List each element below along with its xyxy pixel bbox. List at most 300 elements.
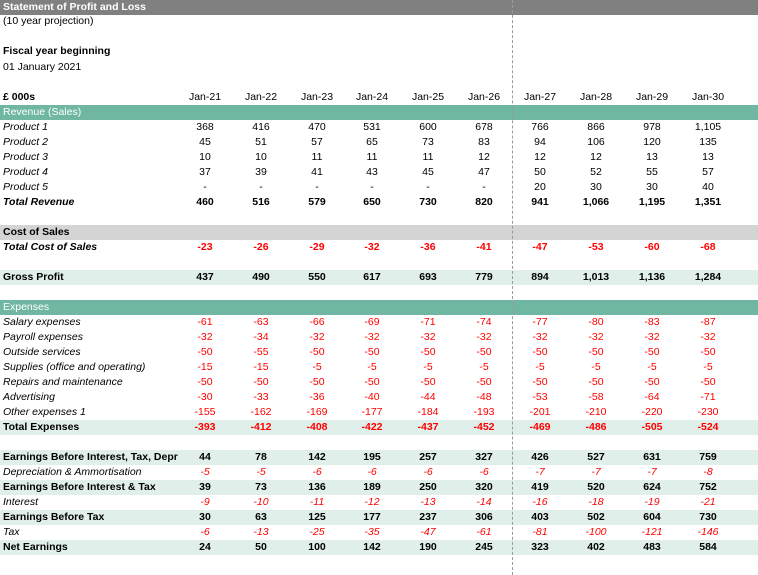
cell-value: -50 [309,376,325,388]
cell-value: -50 [700,346,716,358]
cell-value: 678 [475,121,493,133]
cell-value: -5 [703,361,713,373]
header-row [0,90,758,105]
row-label: Product 3 [3,151,48,163]
table-row [0,150,758,165]
cell-value: -32 [644,331,660,343]
cell-value: -7 [647,466,657,478]
cell-value: -32 [476,331,492,343]
row-label: Total Cost of Sales [3,241,98,253]
cell-value: 483 [643,541,661,553]
table-row [0,465,758,480]
cell-value: 1,284 [694,271,722,283]
cell-value: -83 [644,316,660,328]
projection-subtitle: (10 year projection) [3,15,94,27]
cell-value: 20 [534,181,546,193]
row-label: Expenses [3,301,50,313]
cell-value: -7 [591,466,601,478]
cell-value: -32 [364,331,380,343]
cell-value: -177 [361,406,383,418]
cell-value: 120 [643,136,661,148]
table-row [0,180,758,195]
cell-value: 327 [475,451,493,463]
cell-value: - [203,181,207,193]
cell-value: -505 [641,421,663,433]
cell-value: -55 [253,346,269,358]
unit-label: £ 000s [3,91,36,103]
cell-value: 52 [590,166,602,178]
row-label: Repairs and maintenance [3,376,123,388]
cell-value: -50 [588,346,604,358]
cell-value: 30 [199,511,211,523]
cell-value: 531 [363,121,381,133]
cell-value: 941 [531,196,549,208]
cell-value: 24 [199,541,211,553]
cell-value: 894 [531,271,549,283]
cell-value: 50 [255,541,267,553]
cell-value: 550 [308,271,326,283]
cell-value: 41 [311,166,323,178]
cell-value: - [370,181,374,193]
year-header: Jan-27 [523,91,557,103]
cell-value: 460 [196,196,214,208]
cell-value: 1,013 [582,271,610,283]
cell-value: -6 [423,466,433,478]
cell-value: -25 [309,526,325,538]
cell-value: -393 [194,421,216,433]
cell-value: 177 [363,511,381,523]
table-row [0,105,758,120]
cell-value: 820 [475,196,493,208]
cell-value: - [426,181,430,193]
cell-value: -6 [200,526,210,538]
row-label: Other expenses 1 [3,406,86,418]
cell-value: 73 [422,136,434,148]
cell-value: 83 [478,136,490,148]
row-label: Total Revenue [3,196,75,208]
cell-value: -47 [420,526,436,538]
cell-value: -50 [197,346,213,358]
cell-value: -50 [476,376,492,388]
cell-value: -6 [367,466,377,478]
row-label: Total Expenses [3,421,80,433]
cell-value: 65 [366,136,378,148]
cell-value: -7 [535,466,545,478]
cell-value: -40 [364,391,380,403]
row-label: Gross Profit [3,271,64,283]
fiscal-year-date: 01 January 2021 [3,61,82,73]
cell-value: -15 [253,361,269,373]
table-row [0,375,758,390]
cell-value: 779 [475,271,493,283]
cell-value: 30 [646,181,658,193]
cell-value: -13 [253,526,269,538]
cell-value: 368 [196,121,214,133]
cell-value: 617 [363,271,381,283]
cell-value: -201 [529,406,551,418]
row-label: Revenue (Sales) [3,106,82,118]
cell-value: -50 [532,376,548,388]
year-header: Jan-26 [467,91,501,103]
cell-value: -6 [479,466,489,478]
cell-value: 250 [419,481,437,493]
row-label: Product 4 [3,166,48,178]
year-header: Jan-28 [579,91,613,103]
cell-value: 39 [255,166,267,178]
cell-value: -6 [312,466,322,478]
row-label: Product 2 [3,136,48,148]
cell-value: 624 [643,481,661,493]
cell-value: -53 [588,241,604,253]
table-row [0,510,758,525]
cell-value: -81 [532,526,548,538]
cell-value: 520 [587,481,605,493]
cell-value: 45 [199,136,211,148]
cell-value: -50 [644,376,660,388]
table-row [0,345,758,360]
table-row [0,315,758,330]
cell-value: 73 [255,481,267,493]
cell-value: 37 [199,166,211,178]
cell-value: 12 [590,151,602,163]
cell-value: -69 [364,316,380,328]
table-row [0,525,758,540]
year-header: Jan-29 [635,91,669,103]
table-row [0,120,758,135]
table-row [0,330,758,345]
cell-value: -50 [364,376,380,388]
cell-value: -33 [253,391,269,403]
cell-value: -32 [309,331,325,343]
cell-value: -50 [197,376,213,388]
cell-value: 527 [587,451,605,463]
fiscal-year-label: Fiscal year beginning [3,45,111,57]
year-header: Jan-21 [188,91,222,103]
cell-value: 759 [699,451,717,463]
cell-value: -408 [306,421,328,433]
cell-value: -87 [700,316,716,328]
row-label: Advertising [3,391,55,403]
cell-value: -14 [476,496,492,508]
cell-value: 426 [531,451,549,463]
table-row [0,135,758,150]
cell-value: 403 [531,511,549,523]
cell-value: -422 [361,421,383,433]
cell-value: 1,195 [638,196,666,208]
cell-value: -44 [420,391,436,403]
cell-value: -26 [253,241,269,253]
cell-value: -60 [644,241,660,253]
row-label: Tax [3,526,20,538]
cell-value: -11 [309,496,325,508]
cell-value: 100 [308,541,326,553]
cell-value: 516 [252,196,270,208]
row-label: Depreciation & Ammortisation [3,466,142,478]
cell-value: -210 [585,406,607,418]
cell-value: 419 [531,481,549,493]
cell-value: 47 [478,166,490,178]
cell-value: -452 [473,421,495,433]
cell-value: -36 [420,241,436,253]
year-header: Jan-23 [300,91,334,103]
cell-value: -35 [364,526,380,538]
cell-value: 57 [702,166,714,178]
cell-value: -50 [420,376,436,388]
cell-value: -220 [641,406,663,418]
cell-value: -32 [700,331,716,343]
cell-value: 195 [363,451,381,463]
cell-value: -74 [476,316,492,328]
cell-value: -64 [644,391,660,403]
row-label: Product 5 [3,181,48,193]
cell-value: 10 [199,151,211,163]
year-header: Jan-25 [411,91,445,103]
cell-value: 752 [699,481,717,493]
statement-title-bar [0,0,758,15]
cell-value: 257 [419,451,437,463]
row-label: Interest [3,496,39,508]
cell-value: 437 [196,271,214,283]
cell-value: -5 [423,361,433,373]
row-label: Cost of Sales [3,226,70,238]
cell-value: 142 [308,451,326,463]
cell-value: -30 [197,391,213,403]
cell-value: 730 [419,196,437,208]
cell-value: 43 [366,166,378,178]
cell-value: -21 [700,496,716,508]
cell-value: 12 [478,151,490,163]
cell-value: 39 [199,481,211,493]
cell-value: 490 [252,271,270,283]
cell-value: -9 [200,496,210,508]
cell-value: 631 [643,451,661,463]
cell-value: 11 [422,151,434,163]
cell-value: -12 [364,496,380,508]
cell-value: -437 [417,421,439,433]
cell-value: 142 [363,541,381,553]
cell-value: 78 [255,451,267,463]
cell-value: 584 [699,541,717,553]
cell-value: - [482,181,486,193]
cell-value: -50 [253,376,269,388]
cell-value: - [315,181,319,193]
cell-value: 44 [199,451,211,463]
cell-value: -23 [197,241,213,253]
cell-value: -469 [529,421,551,433]
cell-value: 13 [702,151,714,163]
cell-value: -53 [532,391,548,403]
cell-value: -13 [420,496,436,508]
cell-value: -80 [588,316,604,328]
cell-value: -50 [532,346,548,358]
table-row [0,405,758,420]
cell-value: 125 [308,511,326,523]
cell-value: 323 [531,541,549,553]
table-row [0,225,758,240]
cell-value: -412 [250,421,272,433]
cell-value: -8 [703,466,713,478]
cell-value: 1,351 [694,196,722,208]
cell-value: -50 [309,346,325,358]
cell-value: -50 [644,346,660,358]
cell-value: 306 [475,511,493,523]
cell-value: -15 [197,361,213,373]
cell-value: -100 [585,526,607,538]
cell-value: 766 [531,121,549,133]
table-row [0,165,758,180]
cell-value: - [259,181,263,193]
cell-value: 502 [587,511,605,523]
cell-value: -61 [476,526,492,538]
table-row [0,300,758,315]
cell-value: 237 [419,511,437,523]
cell-value: 45 [422,166,434,178]
cell-value: 1,136 [638,271,666,283]
cell-value: 57 [311,136,323,148]
cell-value: -41 [476,241,492,253]
row-label: Salary expenses [3,316,81,328]
cell-value: -50 [700,376,716,388]
cell-value: -61 [197,316,213,328]
cell-value: 135 [699,136,717,148]
cell-value: -32 [364,241,380,253]
cell-value: 106 [587,136,605,148]
cell-value: -16 [532,496,548,508]
table-row [0,210,758,225]
cell-value: 579 [308,196,326,208]
cell-value: 11 [366,151,378,163]
cell-value: 866 [587,121,605,133]
row-label: Earnings Before Interest, Tax, Depr [3,451,178,463]
cell-value: 730 [699,511,717,523]
year-header: Jan-24 [355,91,389,103]
cell-value: 136 [308,481,326,493]
cell-value: -68 [700,241,716,253]
cell-value: -121 [641,526,663,538]
cell-value: -5 [647,361,657,373]
cell-value: 94 [534,136,546,148]
cell-value: -58 [588,391,604,403]
cell-value: -486 [585,421,607,433]
cell-value: -10 [253,496,269,508]
cell-value: -50 [420,346,436,358]
cell-value: -184 [417,406,439,418]
cell-value: -146 [697,526,719,538]
cell-value: 12 [534,151,546,163]
cell-value: 600 [419,121,437,133]
table-row [0,285,758,300]
cell-value: -47 [532,241,548,253]
cell-value: 40 [702,181,714,193]
cell-value: 693 [419,271,437,283]
table-row [0,495,758,510]
cell-value: 650 [363,196,381,208]
cell-value: 402 [587,541,605,553]
cell-value: -48 [476,391,492,403]
row-label: Earnings Before Tax [3,511,105,523]
cell-value: 470 [308,121,326,133]
row-label: Outside services [3,346,81,358]
cell-value: -19 [644,496,660,508]
cell-value: -5 [591,361,601,373]
cell-value: -155 [194,406,216,418]
row-label: Earnings Before Interest & Tax [3,481,156,493]
cell-value: -5 [479,361,489,373]
cell-value: -66 [309,316,325,328]
table-row [0,450,758,465]
cell-value: 604 [643,511,661,523]
table-row [0,540,758,555]
cell-value: -162 [250,406,272,418]
cell-value: -524 [697,421,719,433]
statement-title: Statement of Profit and Loss [3,1,146,13]
projection-divider [512,0,513,575]
cell-value: 189 [363,481,381,493]
cell-value: -34 [253,331,269,343]
cell-value: -71 [700,391,716,403]
cell-value: -50 [476,346,492,358]
cell-value: 13 [646,151,658,163]
table-row [0,360,758,375]
cell-value: -50 [364,346,380,358]
year-header: Jan-22 [244,91,278,103]
cell-value: 245 [475,541,493,553]
cell-value: -5 [312,361,322,373]
cell-value: -71 [420,316,436,328]
cell-value: 978 [643,121,661,133]
cell-value: 51 [255,136,267,148]
year-header: Jan-30 [691,91,725,103]
cell-value: -63 [253,316,269,328]
cell-value: 416 [252,121,270,133]
cell-value: -193 [473,406,495,418]
cell-value: 55 [646,166,658,178]
cell-value: -230 [697,406,719,418]
row-label: Payroll expenses [3,331,83,343]
cell-value: -36 [309,391,325,403]
table-row [0,255,758,270]
cell-value: -77 [532,316,548,328]
cell-value: 190 [419,541,437,553]
cell-value: 11 [311,151,323,163]
cell-value: -5 [200,466,210,478]
row-label: Supplies (office and operating) [3,361,146,373]
table-row [0,195,758,210]
table-row [0,240,758,255]
cell-value: 1,066 [582,196,610,208]
table-row [0,270,758,285]
table-row [0,390,758,405]
table-row [0,420,758,435]
cell-value: -5 [535,361,545,373]
table-row [0,435,758,450]
cell-value: -32 [420,331,436,343]
cell-value: -5 [256,466,266,478]
cell-value: -5 [367,361,377,373]
cell-value: 320 [475,481,493,493]
cell-value: 63 [255,511,267,523]
cell-value: -50 [588,376,604,388]
cell-value: 10 [255,151,267,163]
cell-value: -29 [309,241,325,253]
cell-value: -32 [588,331,604,343]
cell-value: 50 [534,166,546,178]
table-row [0,480,758,495]
cell-value: -32 [532,331,548,343]
row-label: Product 1 [3,121,48,133]
cell-value: 1,105 [694,121,722,133]
cell-value: 30 [590,181,602,193]
